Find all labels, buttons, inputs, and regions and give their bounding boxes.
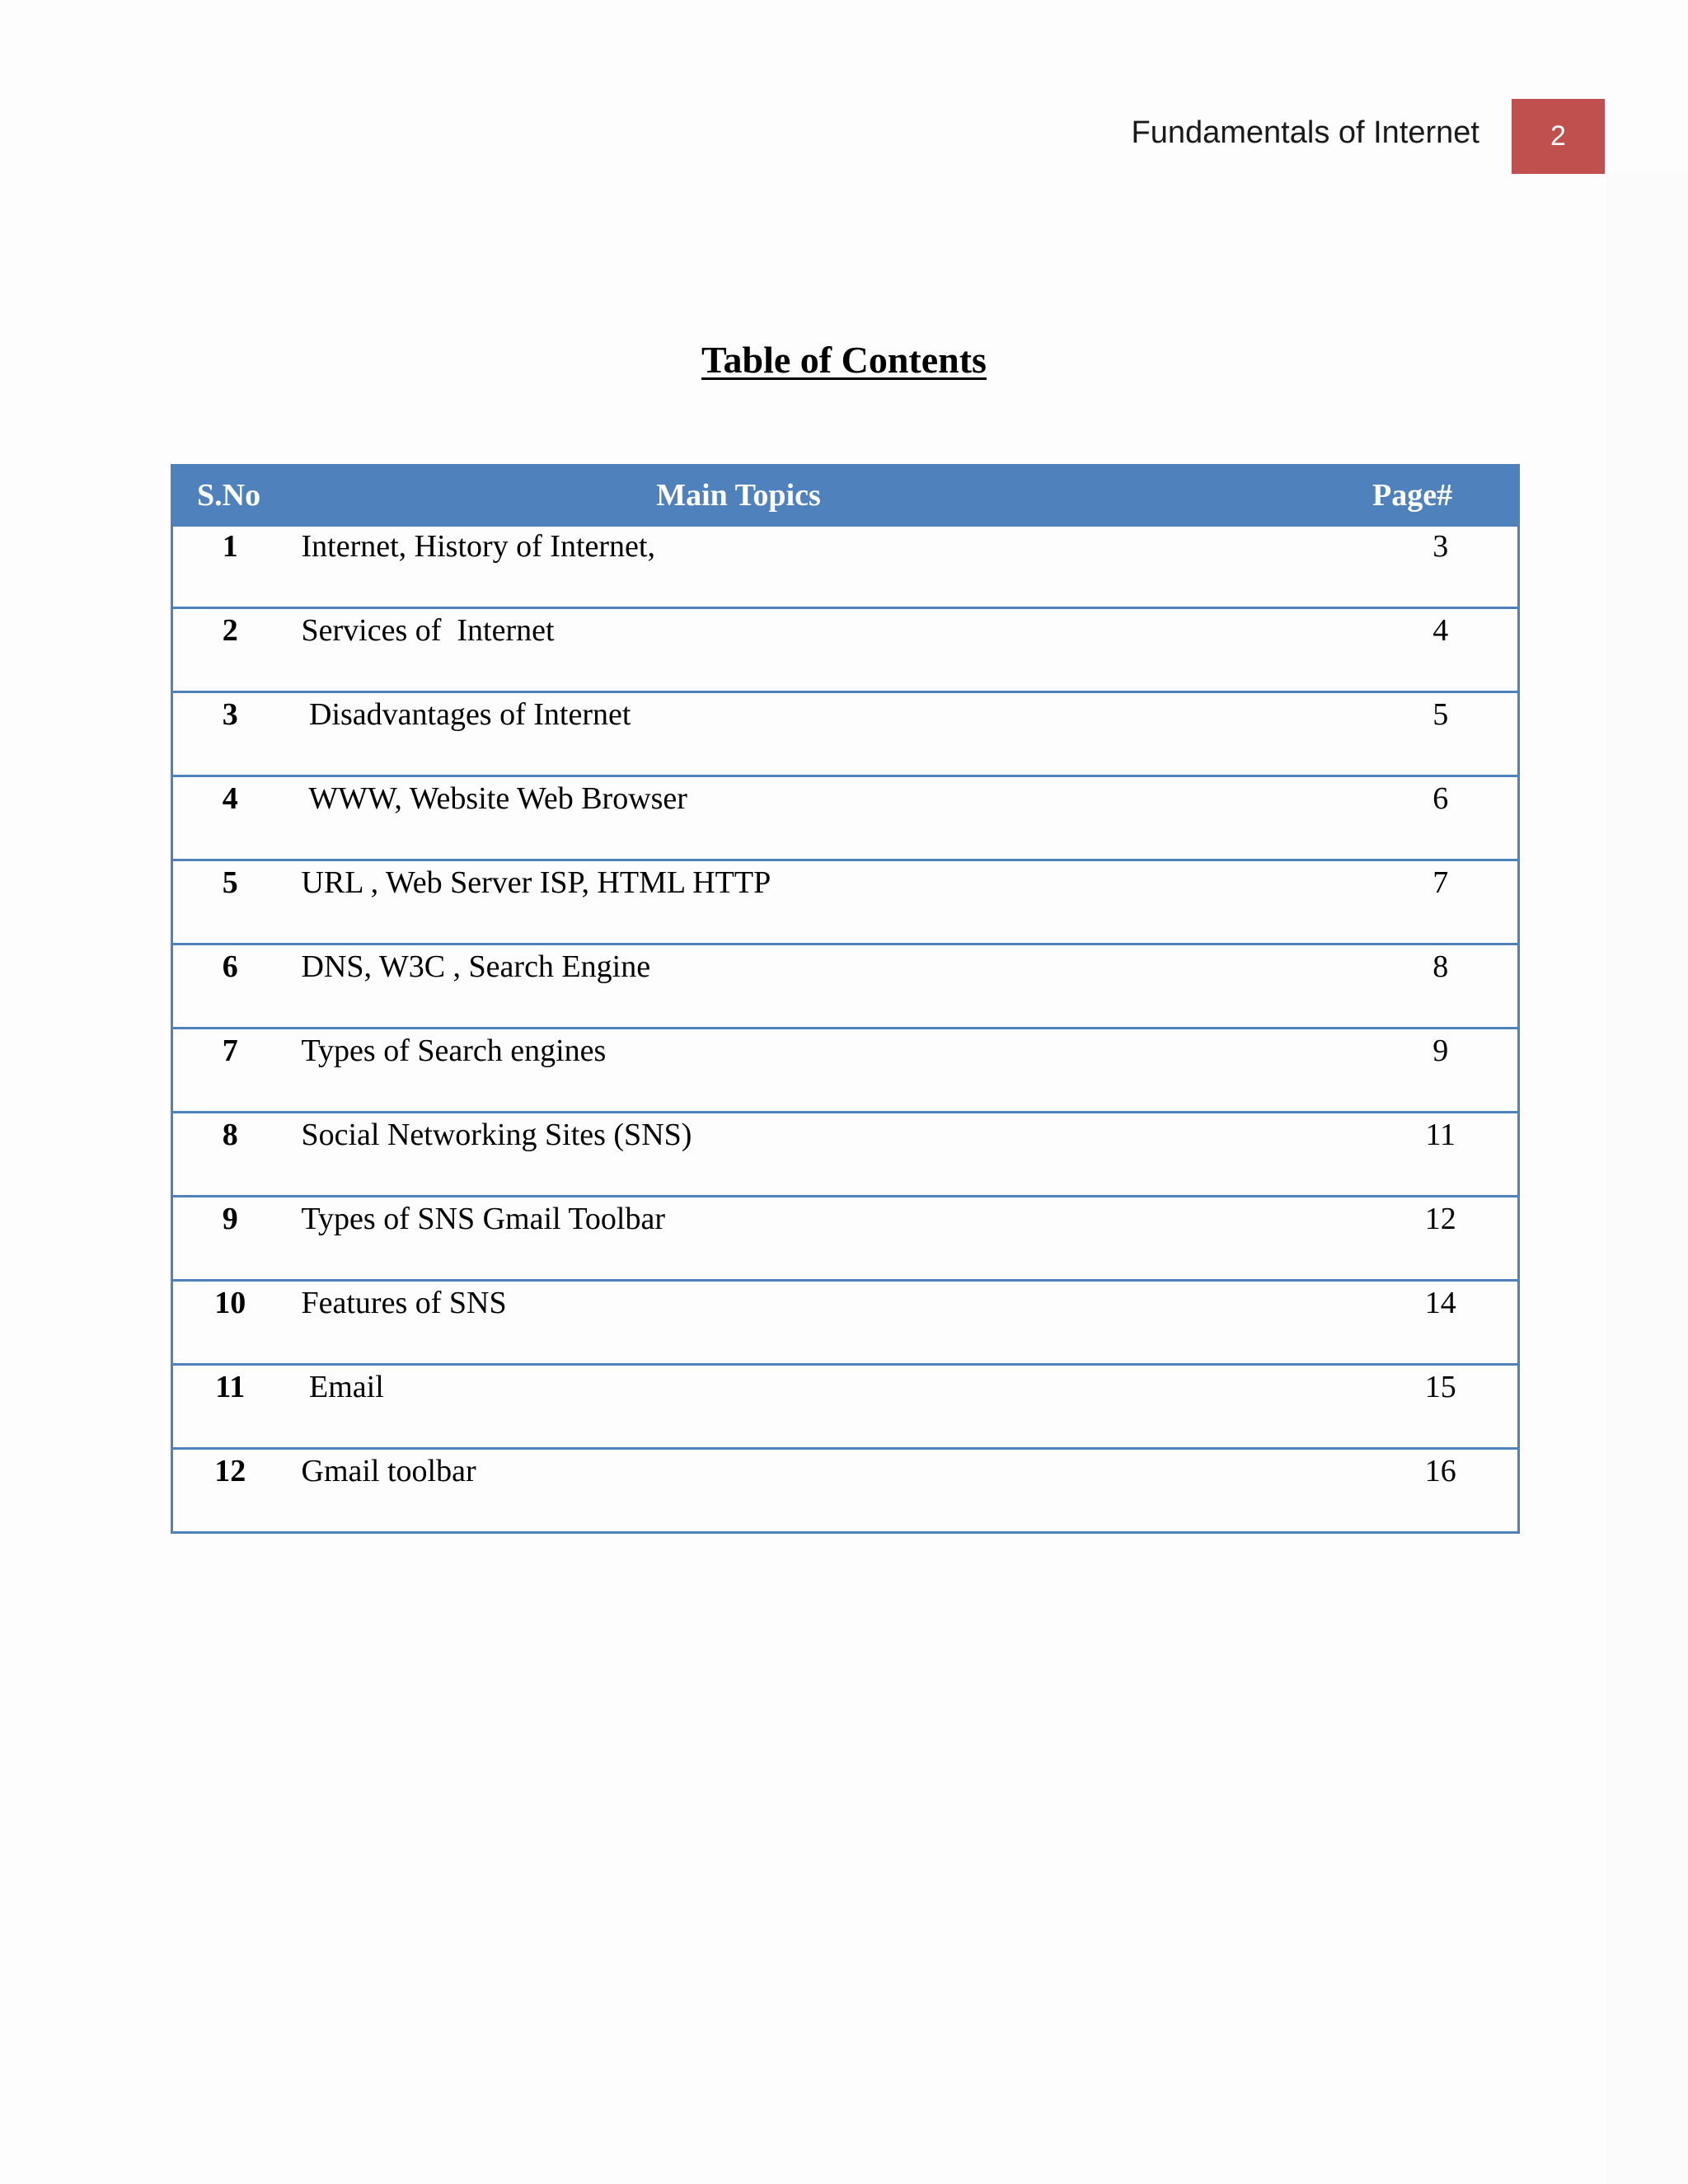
table-row [172, 776, 1519, 860]
column-header-sno: S.No [172, 466, 288, 526]
table-header-row [172, 466, 1519, 526]
page-number-badge: 2 [1512, 99, 1605, 174]
row-sno: 6 [172, 944, 288, 1029]
row-sno: 10 [172, 1281, 288, 1365]
row-sno: 4 [172, 776, 288, 860]
table-row [172, 1449, 1519, 1533]
table-row [172, 526, 1519, 608]
row-sno: 3 [172, 692, 288, 776]
row-topic: Gmail toolbar [288, 1449, 1363, 1533]
row-page: 11 [1363, 1113, 1519, 1197]
row-sno: 8 [172, 1113, 288, 1197]
row-topic: Email [288, 1365, 1363, 1449]
table-row [172, 1029, 1519, 1113]
row-page: 8 [1363, 944, 1519, 1029]
row-topic: Internet, History of Internet, [288, 526, 1363, 608]
column-header-main-topics: Main Topics [288, 466, 1363, 526]
table-row [172, 608, 1519, 692]
row-page: 9 [1363, 1029, 1519, 1113]
row-page: 15 [1363, 1365, 1519, 1449]
row-sno: 9 [172, 1197, 288, 1281]
row-topic: URL , Web Server ISP, HTML HTTP [288, 860, 1363, 944]
page-title-text: Table of Contents [701, 339, 987, 381]
table-row [172, 1113, 1519, 1197]
row-topic: Services of Internet [288, 608, 1363, 692]
row-page: 7 [1363, 860, 1519, 944]
table-row [172, 1197, 1519, 1281]
column-header-page: Page# [1363, 466, 1519, 526]
row-page: 6 [1363, 776, 1519, 860]
row-sno: 12 [172, 1449, 288, 1533]
table-row [172, 944, 1519, 1029]
row-sno: 11 [172, 1365, 288, 1449]
row-sno: 2 [172, 608, 288, 692]
row-sno: 1 [172, 526, 288, 608]
row-sno: 5 [172, 860, 288, 944]
running-header-title: Fundamentals of Internet [1131, 115, 1479, 150]
row-topic: Features of SNS [288, 1281, 1363, 1365]
row-topic: Disadvantages of Internet [288, 692, 1363, 776]
table-of-contents [171, 464, 1520, 1534]
row-page: 12 [1363, 1197, 1519, 1281]
row-page: 5 [1363, 692, 1519, 776]
row-page: 3 [1363, 526, 1519, 608]
row-sno: 7 [172, 1029, 288, 1113]
table-row [172, 1281, 1519, 1365]
table-row [172, 1365, 1519, 1449]
page-title [0, 338, 1688, 382]
row-topic: Types of SNS Gmail Toolbar [288, 1197, 1363, 1281]
row-topic: DNS, W3C , Search Engine [288, 944, 1363, 1029]
row-page: 4 [1363, 608, 1519, 692]
table-row [172, 860, 1519, 944]
row-page: 14 [1363, 1281, 1519, 1365]
row-topic: WWW, Website Web Browser [288, 776, 1363, 860]
table-row [172, 692, 1519, 776]
page-edge-shadow [1606, 173, 1688, 2184]
row-page: 16 [1363, 1449, 1519, 1533]
row-topic: Social Networking Sites (SNS) [288, 1113, 1363, 1197]
row-topic: Types of Search engines [288, 1029, 1363, 1113]
